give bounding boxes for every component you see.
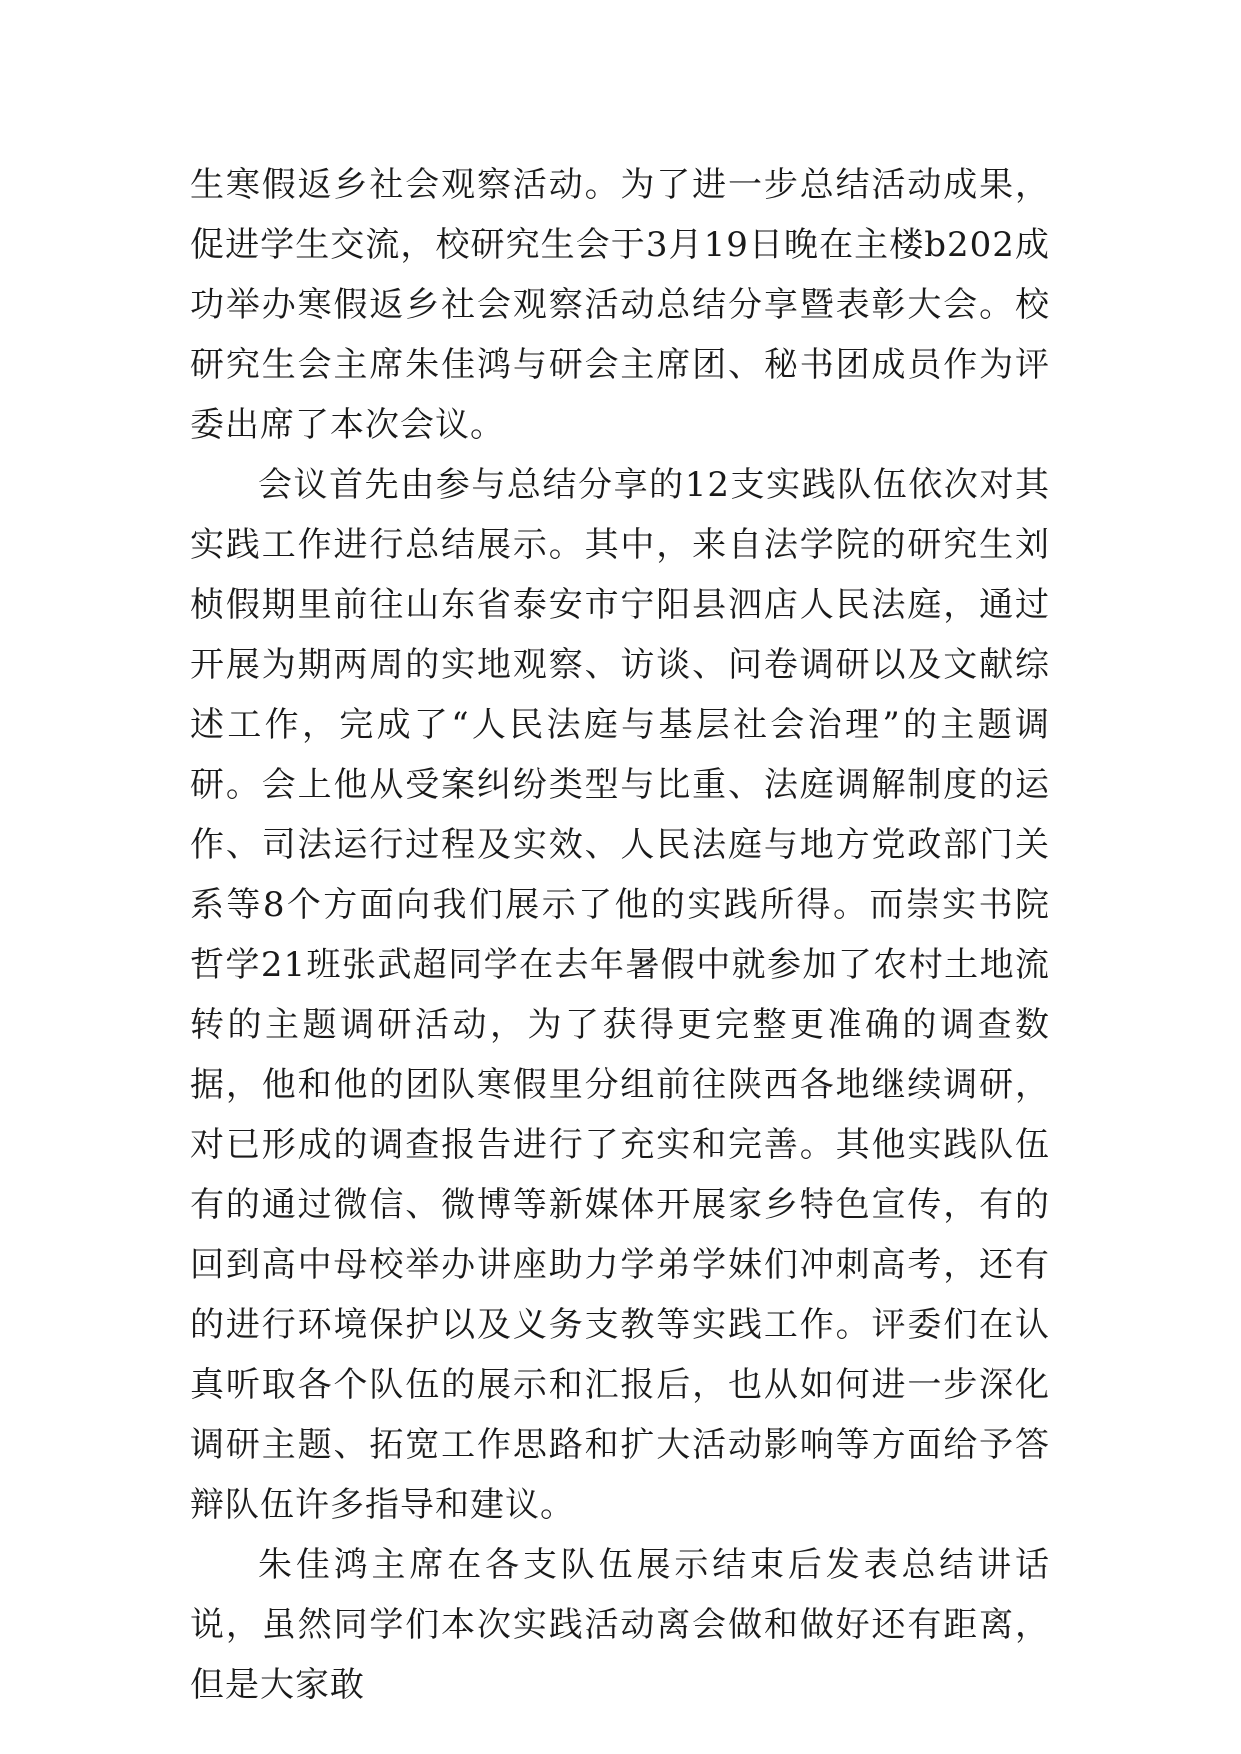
paragraph-continuation: 生寒假返乡社会观察活动。为了进一步总结活动成果，促进学生交流，校研究生会于3月19日晚在主楼b202成功举办寒假返乡社会观察活动总结分享暨表彰大会。校研究生会主席朱佳鸿与研会主席团、秘书团成员作为评委出席了本次会议。 [190, 165, 1050, 445]
document-body [190, 155, 1050, 1715]
paragraph-chairman-speech: 朱佳鸿主席在各支队伍展示结束后发表总结讲话说，虽然同学们本次实践活动离会做和做好还有距离，但是大家敢 [190, 1545, 1050, 1705]
paragraph-meeting-summary: 会议首先由参与总结分享的12支实践队伍依次对其实践工作进行总结展示。其中，来自法学院的研究生刘桢假期里前往山东省泰安市宁阳县泗店人民法庭，通过开展为期两周的实地观察、访谈、问卷调研以及文献综述工作，完成了“人民法庭与基层社会治理”的主题调研。会上他从受案纠纷类型与比重、法庭调解制度的运作、司法运行过程及实效、人民法庭与地方党政部门关系等8个方面向我们展示了他的实践所得。而崇实书院哲学21班张武超同学在去年暑假中就参加了农村土地流转的主题调研活动，为了获得更完整更准确的调查数据，他和他的团队寒假里分组前往陕西各地继续调研，对已形成的调查报告进行了充实和完善。其他实践队伍有的通过微信、微博等新媒体开展家乡特色宣传，有的回到高中母校举办讲座助力学弟学妹们冲刺高考，还有的进行环境保护以及义务支教等实践工作。评委们在认真听取各个队伍的展示和汇报后，也从如何进一步深化调研主题、拓宽工作思路和扩大活动影响等方面给予答辩队伍许多指导和建议。 [190, 465, 1050, 1525]
